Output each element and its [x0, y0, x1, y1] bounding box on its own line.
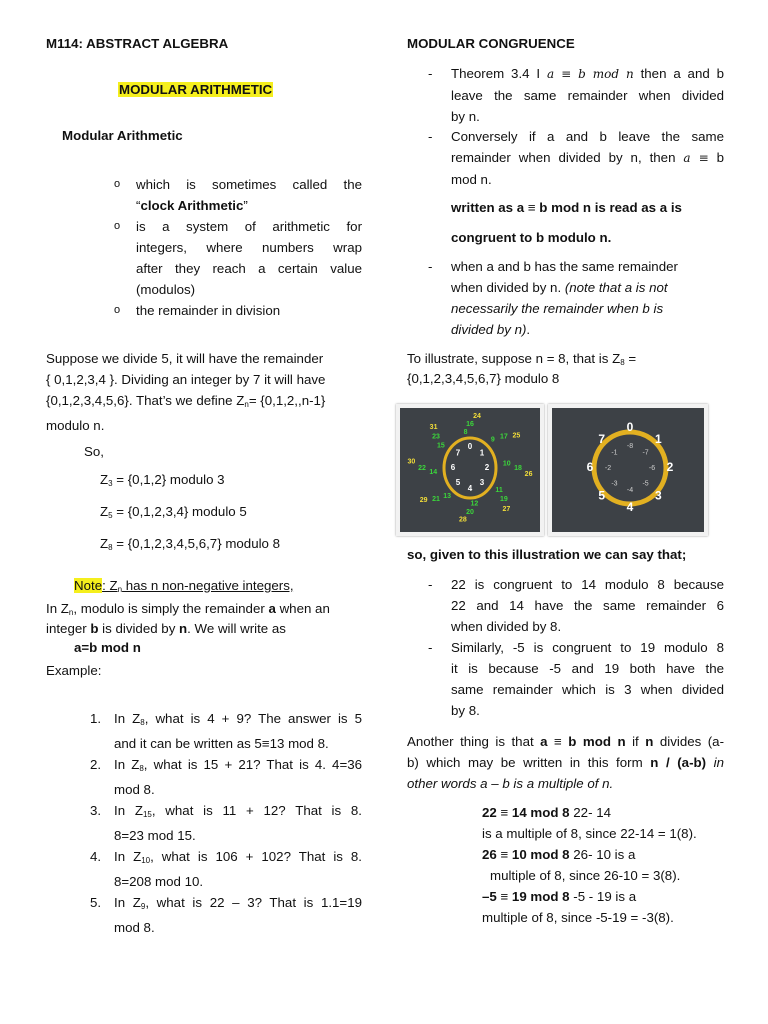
clock-image-negative: [548, 404, 708, 536]
clock-outer-number: 12: [470, 500, 479, 508]
written-as-2: congruent to b modulo n.: [451, 230, 612, 245]
clock-outer-number: 15: [436, 442, 445, 450]
clock-number: 7: [598, 431, 606, 446]
dash-bullet-icon: -: [428, 640, 433, 655]
when-item: - when a and b has the same remainder when divided by n. (note that a is not necessarily the remainder when b is divided by n).: [428, 256, 724, 340]
so-label: So,: [84, 444, 104, 459]
clock-outer-number: 25: [512, 432, 521, 440]
clock-outer-number: 29: [419, 496, 428, 504]
clock-number: 5: [598, 488, 606, 503]
clock-diagram: [552, 408, 704, 532]
clock-outer-number: 13: [443, 493, 452, 501]
bold-term: clock Arithmetic: [140, 198, 244, 213]
clock-outer-number: 17: [500, 433, 508, 441]
clock-number: 2: [666, 460, 674, 475]
definition-bullets: [114, 174, 362, 321]
set-list: [100, 466, 280, 562]
clock-inner-number: 2: [484, 463, 490, 473]
dash-bullet-icon: -: [428, 66, 433, 81]
math-expression: a ≡ b mod n: [546, 67, 634, 81]
example-item: 1. In $Z_8$, what is 4 + 9? The answer is 5 and it can be written as 5≡13 mod 8.: [90, 711, 363, 751]
dash-bullet-icon: -: [428, 129, 433, 144]
paragraph-remainders: Suppose we divide 5, it will have the remainder { 0,1,2,3,4 }. Dividing an integer by 7 it will have {0,1,2,3,4,5,6}. That’s we define $Z_n= \{0,1,2,,n-1\}$ modulo n.: [46, 351, 326, 433]
circle-bullet-icon: o: [114, 220, 121, 232]
bullet-item: o the remainder in division: [114, 300, 362, 321]
clock-outer-number: 21: [432, 495, 440, 503]
clock-outer-number: 9: [490, 436, 495, 444]
clock-inner-number: 3: [479, 477, 485, 487]
clock-inner-number: 1: [479, 448, 485, 458]
congruence-item: –5 ≡ 19 mod 8 -5 - 19 is a: [482, 889, 637, 904]
formula: a=b mod n: [74, 640, 141, 655]
clock-image-positive: [396, 404, 544, 536]
clock-negative-number: -7: [642, 449, 649, 457]
example-label: Example:: [46, 663, 102, 678]
bullet-text: which is sometimes called the: [136, 177, 362, 192]
paragraph-modulo: In $Z_n$, modulo is simply the remainder a when an integer b is divided by n. We will write as: [46, 601, 330, 636]
clock-outer-number: 14: [429, 469, 438, 477]
clock-number: 4: [626, 500, 634, 515]
math-expression: a ≡: [683, 151, 709, 165]
converse-item: - Conversely if a and b leave the same remainder when divided by n, then a ≡ b mod n.: [428, 126, 724, 190]
clock-outer-number: 23: [432, 433, 440, 441]
clock-negative-number: -2: [604, 464, 612, 472]
clock-outer-number: 18: [514, 464, 522, 472]
example-item: 5. In $Z_9$, what is 22 – 3? That is 1.1=19 mod 8.: [90, 895, 362, 935]
note-label: Note: [74, 578, 103, 593]
congruence-item: 22 ≡ 14 mod 8 22- 14: [482, 805, 611, 820]
set-item: $Z_8 = \{0,1,2,3,4,5,6,7\}$ modulo 8: [100, 536, 281, 552]
written-as-1: written as a ≡ b mod n is read as a is: [451, 200, 682, 215]
clock-outer-number: 30: [407, 458, 416, 466]
clock-inner-number: 7: [455, 448, 461, 458]
clock-outer-number: 11: [495, 487, 503, 495]
clock-inner-number: 5: [455, 477, 461, 487]
clock-number: 1: [654, 431, 662, 446]
subheading: Modular Arithmetic: [62, 128, 183, 143]
congruence-example-1: - 22 is congruent to 14 modulo 8 because 22 and 14 have the same remainder 6 when divided by 8.: [428, 574, 724, 637]
clock-negative-number: -1: [611, 449, 618, 457]
clock-outer-number: 26: [524, 471, 533, 479]
congruence-list: 22 ≡ 14 mod 8 22- 14 is a multiple of 8, since 22-14 = 1(8). 26 ≡ 10 mod 8 26- 10 is a multiple of 8, since 26-10 = 3(8). –5 ≡ 19 mod 8 -5 - 19 is a multiple of 8, since -5-19 = -3(8).: [482, 802, 697, 928]
dash-bullet-icon: -: [428, 577, 433, 592]
clock-outer-number: 20: [466, 508, 474, 516]
clock-number: 0: [626, 420, 634, 435]
course-title: M114: ABSTRACT ALGEBRA: [46, 36, 229, 51]
congruence-item: 26 ≡ 10 mod 8 26- 10 is a: [482, 847, 636, 862]
clock-number: 6: [586, 460, 594, 475]
bullet-item: o is a system of arithmetic for integers, where numbers wrap after they reach a certain value (modulos): [114, 216, 362, 300]
clock-negative-number: -5: [642, 480, 649, 488]
clock-outer-number: 19: [500, 495, 508, 503]
clock-outer-number: 31: [429, 423, 438, 431]
so-given: so, given to this illustration we can say that;: [407, 547, 687, 562]
example-list: [90, 708, 362, 938]
right-title: MODULAR CONGRUENCE: [407, 36, 575, 51]
clock-outer-number: 27: [502, 505, 511, 513]
theorem-item: - Theorem 3.4 I a ≡ b mod n then a and b leave the same remainder when divided by n.: [428, 63, 724, 127]
clock-negative-number: -3: [611, 480, 618, 488]
circle-bullet-icon: o: [114, 304, 121, 316]
note-line: Note: $Z_n$ has n non-negative integers,: [74, 578, 294, 594]
bullet-item: o which is sometimes called the “clock Arithmetic”: [114, 174, 362, 216]
example-item: 4. In $Z_{10}$, what is 106 + 102? That is 8. 8=208 mod 10.: [90, 849, 362, 889]
another-paragraph: Another thing is that a ≡ b mod n if n divides (a- b) which may be written in this form n / (a-b) in other words a – b is a multiple of n.: [407, 734, 725, 791]
example-item: 2. In $Z_8$, what is 15 + 21? That is 4. 4=36 mod 8.: [90, 757, 363, 797]
illustrate-text: To illustrate, suppose n = 8, that is $Z_8$ = {0,1,2,3,4,5,6,7} modulo 8: [407, 351, 637, 386]
clock-outer-number: 22: [418, 464, 426, 472]
clock-negative-number: -6: [648, 464, 656, 472]
clock-inner-number: 0: [467, 442, 473, 452]
congruence-example-2: - Similarly, -5 is congruent to 19 modulo 8 it is because -5 and 19 both have the same remainder which is 3 when divided by 8.: [428, 637, 724, 721]
circle-bullet-icon: o: [114, 178, 121, 190]
clock-outer-number: 24: [473, 413, 481, 421]
clock-inner-number: 4: [467, 484, 473, 494]
clock-outer-number: 10: [502, 460, 511, 468]
clock-outer-number: 8: [463, 429, 468, 437]
clock-outer-number: 28: [459, 516, 467, 524]
clock-inner-number: 6: [450, 463, 456, 473]
clock-diagram: [400, 408, 540, 532]
clock-outer-number: 16: [466, 420, 474, 428]
dash-bullet-icon: -: [428, 259, 433, 274]
clock-number: 3: [654, 488, 662, 503]
clock-negative-number: -4: [626, 486, 634, 494]
set-item: $Z_3 = \{0,1,2\}$ modulo 3: [100, 472, 225, 488]
clock-negative-number: -8: [626, 442, 634, 450]
section-heading: MODULAR ARITHMETIC: [119, 82, 273, 97]
example-item: 3. In $Z_{15}$, what is 11 + 12? That is 8. 8=23 mod 15.: [90, 803, 362, 843]
set-item: $Z_5 = \{0,1,2,3,4\}$ modulo 5: [100, 504, 247, 520]
